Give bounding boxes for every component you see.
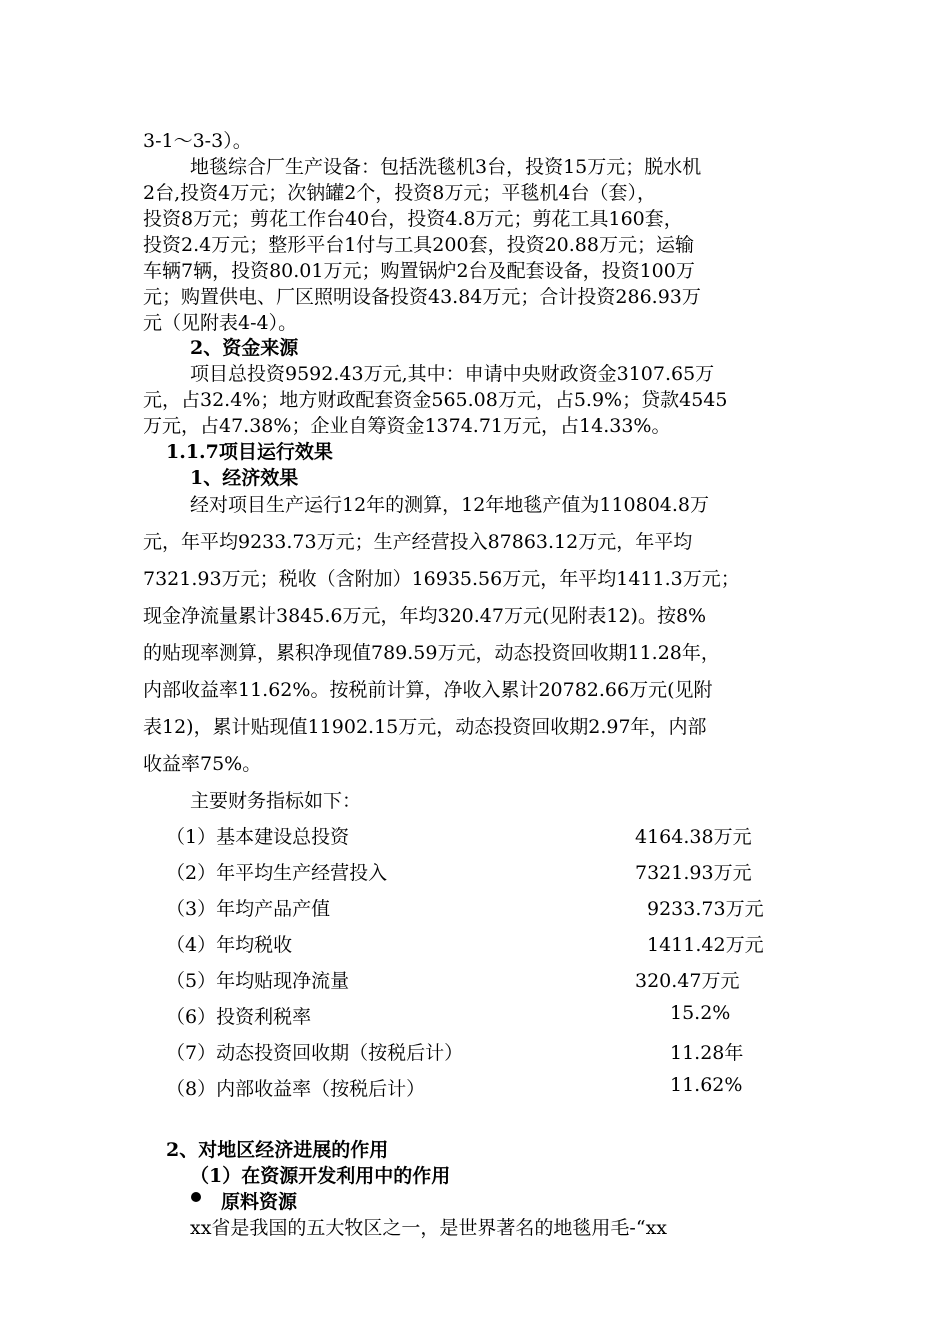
economic-line-3: 7321.93万元；税收（含附加）16935.56万元，年平均1411.3万元；	[143, 568, 740, 590]
indicator-value-1: 4164.38万元	[635, 826, 752, 848]
bullet-icon	[191, 1192, 201, 1202]
regional-heading: 2、对地区经济进展的作用	[166, 1139, 389, 1161]
bullet-heading: 原料资源	[221, 1191, 298, 1213]
indicators-intro: 主要财务指标如下：	[190, 790, 362, 812]
indicator-value-3: 9233.73万元	[647, 898, 764, 920]
funding-line-2: 元，占32.4%；地方财政配套资金565.08万元，占5.9%；贷款4545	[143, 389, 728, 411]
indicator-label-8: （8）内部收益率（按税后计）	[166, 1078, 426, 1100]
section-heading: 1.1.7项目运行效果	[166, 441, 333, 463]
investment-line-2: 2台,投资4万元；次钠罐2个，投资8万元；平毯机4台（套），	[143, 182, 656, 204]
indicator-label-4: （4）年均税收	[166, 934, 293, 956]
regional-subheading: （1）在资源开发利用中的作用	[190, 1165, 451, 1187]
economic-line-1: 经对项目生产运行12年的测算，12年地毯产值为110804.8万	[190, 494, 710, 516]
investment-line-6: 元；购置供电、厂区照明设备投资43.84万元；合计投资286.93万	[143, 286, 701, 308]
funding-line-3: 万元，占47.38%；企业自筹资金1374.71万元，占14.33%。	[143, 415, 671, 437]
economic-line-5: 的贴现率测算，累积净现值789.59万元，动态投资回收期11.28年，	[143, 642, 720, 664]
indicator-value-4: 1411.42万元	[647, 934, 764, 956]
indicator-label-5: （5）年均贴现净流量	[166, 970, 350, 992]
indicator-value-6: 15.2%	[670, 1002, 731, 1024]
investment-line-3: 投资8万元；剪花工作台40台，投资4.8万元；剪花工具160套，	[143, 208, 683, 230]
investment-line-4: 投资2.4万元；整形平台1付与工具200套，投资20.88万元；运输	[143, 234, 694, 256]
economic-line-7: 表12)，累计贴现值11902.15万元，动态投资回收期2.97年，内部	[143, 716, 707, 738]
indicator-label-3: （3）年均产品产值	[166, 898, 331, 920]
indicator-label-6: （6）投资利税率	[166, 1006, 312, 1028]
indicator-value-8: 11.62%	[670, 1074, 743, 1096]
investment-line-0: 3-1～3-3）。	[143, 130, 252, 152]
regional-line-1: xx省是我国的五大牧区之一，是世界著名的地毯用毛-“xx	[190, 1217, 667, 1239]
economic-line-4: 现金净流量累计3845.6万元，年均320.47万元(见附表12)。按8%	[143, 605, 707, 627]
indicator-value-7: 11.28年	[670, 1042, 744, 1064]
investment-line-1: 地毯综合厂生产设备：包括洗毯机3台，投资15万元；脱水机	[190, 156, 702, 178]
indicator-label-2: （2）年平均生产经营投入	[166, 862, 388, 884]
indicator-label-7: （7）动态投资回收期（按税后计）	[166, 1042, 464, 1064]
funding-line-1: 项目总投资9592.43万元,其中：申请中央财政资金3107.65万	[190, 363, 715, 385]
economic-line-8: 收益率75%。	[143, 753, 262, 775]
funding-heading: 2、资金来源	[190, 337, 299, 359]
indicator-value-5: 320.47万元	[635, 970, 740, 992]
investment-line-7: 元（见附表4-4）。	[143, 312, 298, 334]
investment-line-5: 车辆7辆，投资80.01万元；购置锅炉2台及配套设备，投资100万	[143, 260, 695, 282]
economic-line-2: 元，年平均9233.73万元；生产经营投入87863.12万元，年平均	[143, 531, 693, 553]
indicator-value-2: 7321.93万元	[635, 862, 752, 884]
economic-line-6: 内部收益率11.62%。按税前计算，净收入累计20782.66万元(见附	[143, 679, 713, 701]
economic-heading: 1、经济效果	[190, 467, 299, 489]
indicator-label-1: （1）基本建设总投资	[166, 826, 350, 848]
